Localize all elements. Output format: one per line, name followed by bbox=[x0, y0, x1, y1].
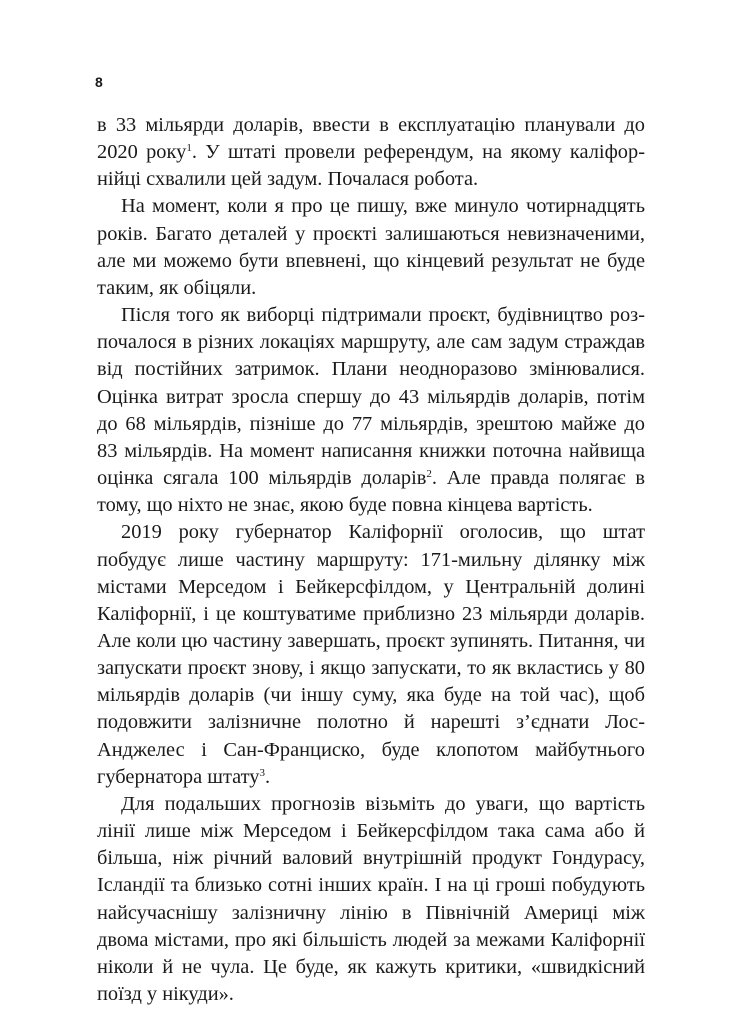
footnote-ref[interactable]: 3 bbox=[259, 766, 265, 779]
paragraph bbox=[97, 302, 645, 519]
footnote-ref[interactable]: 2 bbox=[426, 468, 432, 481]
body-text bbox=[97, 112, 645, 1008]
text-run: 2019 року губернатор Каліфорнії оголосив, що штат побудує лише частину маршруту: 171-мильну ділянку між містами Мерседом і Бейкерсфілдом, у Центральній долині Каліфорнії, і це коштуватиме приблизно 23 мільярди доларів. Але коли цю частину завершать, проєкт зупинять. Питання, чи запускати проєкт знову, і якщо запускати, то як вкластись у 80 мільярдів доларів (чи іншу суму, яка буде на той час), щоб подовжити залізничне полотно й нарешті з’єднати Лос-Анджелес і Сан-Франциско, буде клопотом майбутнього губернатора штату bbox=[97, 521, 645, 788]
text-run: в 33 мільярди доларів, ввести в експлуатацію планували до 2020 року bbox=[97, 114, 645, 164]
text-run: Для подальших прогнозів візьміть до уваги, що вартість лінії лише між Мерседом і Бейкерсфілдом така сама або й більша, ніж річний валовий внутрішній продукт Гондурасу, Ісландії та близько сотні інших країн. І на ці гроші побудують найсучаснішу залізничну лінію в Північній Америці між двома містами, про які більшість людей за межами Каліфорнії ніколи й не чула. Це буде, як кажуть критики, «швидкісний поїзд у нікуди». bbox=[97, 792, 645, 1005]
footnote-ref[interactable]: 1 bbox=[186, 142, 192, 155]
text-run: . bbox=[264, 765, 271, 788]
text-run: . У штаті провели референдум, на якому каліфорнійці схвалили цей задум. Почалася робота. bbox=[97, 141, 645, 191]
text-run: На момент, коли я про це пишу, вже минуло чотирнадцять років. Багато деталей у проєкті залишаються невизначеними, але ми можемо бути впевнені, що кінцевий результат не буде таким, як обіцяли. bbox=[97, 195, 645, 299]
text-run: Після того як виборці підтримали проєкт, будівництво розпочалося в різних локаціях маршруту, але сам задум страждав від постійних затримок. Плани неодноразово змінювалися. Оцінка витрат зросла спершу до 43 мільярдів доларів, потім до 68 мільярдів, пізніше до 77 мільярдів, зрештою майже до 83 мільярдів. На момент написання книжки поточна найвища оцінка сягала 100 мільярдів доларів bbox=[97, 304, 645, 490]
paragraph bbox=[97, 791, 645, 1008]
text-run: . Але правда полягає в тому, що ніхто не знає, якою буде повна кінцева вартість. bbox=[97, 467, 646, 517]
paragraph bbox=[97, 519, 645, 791]
paragraph bbox=[97, 112, 645, 193]
page-number: 8 bbox=[95, 74, 103, 90]
paragraph bbox=[97, 193, 645, 302]
